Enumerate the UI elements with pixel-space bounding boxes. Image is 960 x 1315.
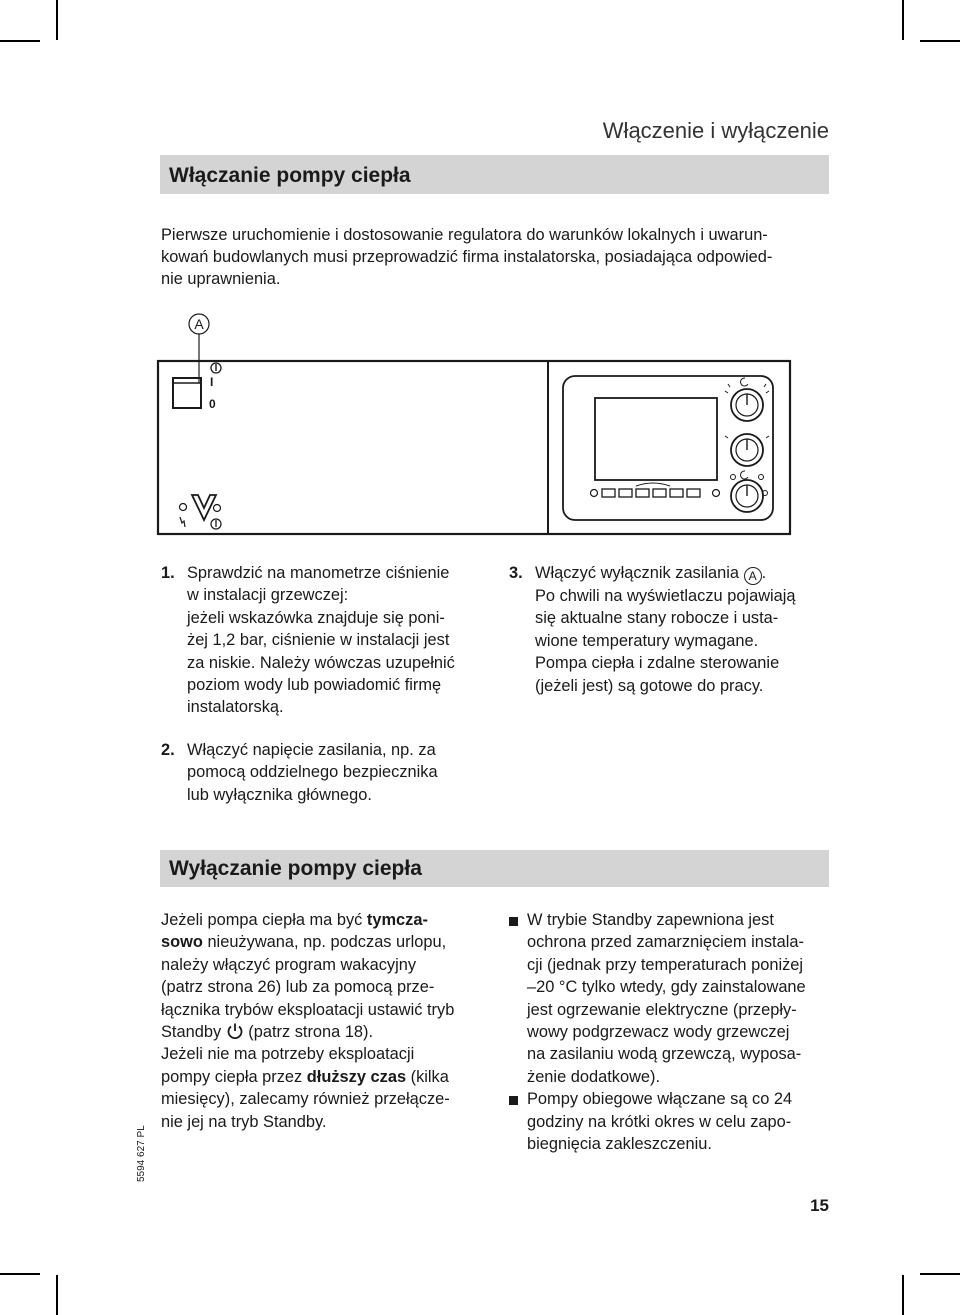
punctuation: . bbox=[761, 564, 767, 582]
controller-button bbox=[653, 489, 666, 497]
step-1 bbox=[161, 562, 491, 719]
section-title-switch-on bbox=[160, 155, 829, 194]
text-run: (kilka bbox=[406, 1067, 449, 1086]
step-line: Sprawdzić na manometrze ciśnienie bbox=[187, 564, 450, 582]
step-number: 2. bbox=[161, 741, 175, 759]
text-run: Jeżeli pompa ciepła ma być bbox=[161, 911, 367, 929]
bullet-line: W trybie Standby zapewniona jest bbox=[527, 911, 774, 929]
indicator-lamp-power bbox=[214, 505, 221, 512]
document-code: 5594 627 PL bbox=[136, 1125, 147, 1182]
text-run: Jeżeli nie ma potrzeby eksploatacji bbox=[161, 1045, 415, 1064]
text-bold: tymcza- bbox=[366, 911, 428, 929]
square-bullet-icon bbox=[509, 1096, 518, 1105]
bullet-line: żenie dodatkowe). bbox=[527, 1067, 661, 1086]
crop-mark bbox=[920, 40, 960, 42]
section-title-text: Włączanie pompy ciepła bbox=[169, 164, 411, 187]
switch-off-right-column bbox=[509, 909, 839, 1155]
controller-button bbox=[670, 489, 683, 497]
heat-pump-control-panel-figure bbox=[140, 305, 800, 545]
brand-v-logo bbox=[192, 495, 216, 520]
page-number: 15 bbox=[810, 1196, 829, 1215]
intro-line: Pierwsze uruchomienie i dostosowanie regulatora do warunków lokalnych i uwarun- bbox=[161, 226, 768, 244]
bullet-item bbox=[509, 1088, 839, 1155]
intro-line: kowań budowlanych musi przeprowadzić firma instalatorska, posiadająca odpowied- bbox=[161, 248, 773, 266]
step-line: poziom wody lub powiadomić firmę bbox=[187, 676, 442, 695]
step-line: Włączyć wyłącznik zasilania bbox=[535, 564, 740, 582]
controller-button bbox=[636, 489, 649, 497]
step-line: instalatorską. bbox=[187, 698, 284, 717]
step-line: się aktualne stany robocze i usta- bbox=[535, 609, 779, 628]
step-line: żej 1,2 bar, ciśnienie w instalacji jest bbox=[187, 631, 450, 650]
square-bullet-icon bbox=[509, 917, 518, 926]
intro-line: nie uprawnienia. bbox=[161, 270, 281, 288]
controller-button bbox=[619, 489, 632, 497]
text-run: (patrz strona 18). bbox=[243, 1023, 374, 1042]
step-line: Po chwili na wyświetlaczu pojawiają bbox=[535, 587, 796, 605]
switch-off-left-column bbox=[161, 909, 491, 1133]
crop-mark bbox=[920, 1273, 960, 1275]
step-line: lub wyłącznika głównego. bbox=[187, 785, 372, 804]
bullet-line: godziny na krótki okres w celu zapo- bbox=[527, 1112, 792, 1131]
text-run: nieużywana, np. podczas urlopu, bbox=[202, 933, 447, 952]
bullet-line: –20 °C tylko wtedy, gdy zainstalowane bbox=[527, 978, 806, 997]
text-run: miesięcy), zalecamy również przełącze- bbox=[161, 1090, 450, 1109]
step-line: pomocą oddzielnego bezpiecznika bbox=[187, 763, 438, 782]
section-title-switch-off bbox=[160, 850, 829, 887]
crop-mark bbox=[0, 1273, 40, 1275]
text-run: łącznika trybów eksploatacji ustawić tryb bbox=[161, 1000, 455, 1019]
step-3 bbox=[509, 562, 839, 697]
switch-off-paragraph bbox=[161, 909, 491, 1133]
step-2 bbox=[161, 739, 491, 806]
controller-display bbox=[595, 398, 717, 480]
bullet-line: biegnięcia zakleszczeniu. bbox=[527, 1135, 712, 1154]
bullet-line: cji (jednak przy temperaturach poniżej bbox=[527, 955, 804, 974]
text-run: należy włączyć program wakacyjny bbox=[161, 955, 417, 974]
step-line: wione temperatury wymagane. bbox=[535, 631, 759, 650]
text-run: (patrz strona 26) lub za pomocą prze- bbox=[161, 978, 435, 997]
text-run: pompy ciepła przez bbox=[161, 1067, 307, 1086]
bullet-line: wowy podgrzewacz wody grzewczej bbox=[527, 1023, 790, 1042]
step-line: w instalacji grzewczej: bbox=[187, 586, 349, 605]
step-line: Włączyć napięcie zasilania, np. za bbox=[187, 741, 436, 759]
text-run: nie jej na tryb Standby. bbox=[161, 1112, 327, 1131]
indicator-lamp-fault bbox=[180, 504, 187, 511]
intro-paragraph bbox=[161, 224, 831, 290]
controller-button bbox=[687, 489, 700, 497]
bullet-line: ochrona przed zamarznięciem instala- bbox=[527, 933, 804, 952]
controller-button bbox=[602, 489, 615, 497]
bullet-line: Pompy obiegowe włączane są co 24 bbox=[527, 1090, 793, 1109]
section-title-text: Wyłączanie pompy ciepła bbox=[169, 857, 422, 880]
step-number: 3. bbox=[509, 564, 523, 582]
device-housing bbox=[158, 361, 790, 534]
step-line: jeżeli wskazówka znajduje się poni- bbox=[187, 608, 445, 627]
step-number: 1. bbox=[161, 564, 175, 582]
standby-icon bbox=[226, 1022, 244, 1040]
crop-mark bbox=[902, 1275, 904, 1315]
crop-mark bbox=[902, 0, 904, 40]
callout-a-label: A bbox=[194, 316, 204, 332]
step-line: Pompa ciepła i zdalne sterowanie bbox=[535, 654, 780, 673]
page-header-title: Włączenie i wyłączenie bbox=[602, 118, 829, 143]
crop-mark bbox=[0, 40, 40, 42]
callout-a-marker: A bbox=[744, 567, 762, 585]
text-bold: sowo bbox=[161, 933, 203, 952]
bullet-line: jest ogrzewanie elektryczne (przepły- bbox=[527, 1000, 797, 1019]
bullet-item bbox=[509, 909, 839, 1088]
text-run: Standby bbox=[161, 1023, 226, 1042]
crop-mark bbox=[56, 1275, 58, 1315]
switch-off-label: 0 bbox=[209, 397, 216, 411]
status-led bbox=[591, 490, 598, 497]
step-line: (jeżeli jest) są gotowe do pracy. bbox=[535, 676, 764, 695]
step-line: za niskie. Należy wówczas uzupełnić bbox=[187, 653, 455, 672]
crop-mark bbox=[56, 0, 58, 40]
switch-on-label: I bbox=[210, 375, 214, 389]
text-bold: dłuższy czas bbox=[306, 1067, 407, 1086]
bullet-line: na zasilaniu wodą grzewczą, wyposa- bbox=[527, 1045, 802, 1064]
